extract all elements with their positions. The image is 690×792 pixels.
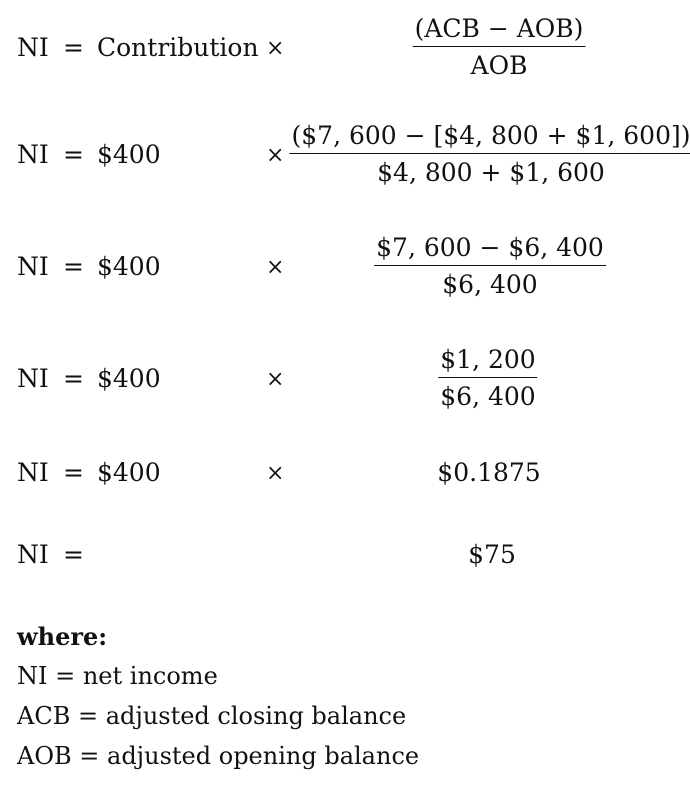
lhs-ni: NI [17,252,49,281]
coefficient: $400 [97,252,161,281]
fraction [438,345,537,412]
fraction-denominator: $4, 800 + $1, 600 [377,158,605,187]
fraction-numerator: $7, 600 − $6, 400 [376,233,604,262]
fraction [413,14,586,81]
where-heading: where: [17,622,108,651]
definition-acb: ACB = adjusted closing balance [17,702,407,730]
final-value: $75 [468,540,516,569]
lhs-ni: NI [17,540,49,569]
equals-sign: = [63,458,84,487]
coefficient: $400 [97,140,161,169]
times-sign: × [266,367,285,392]
times-sign: × [266,255,285,280]
times-sign: × [266,143,285,168]
equals-sign: = [63,364,84,393]
equals-sign: = [63,33,84,62]
lhs-ni: NI [17,458,49,487]
fraction [374,233,606,300]
times-sign: × [266,36,285,61]
definitions-block [17,622,419,781]
result-value: $0.1875 [437,458,541,487]
coefficient: $400 [97,364,161,393]
equals-sign: = [63,140,84,169]
lhs-ni: NI [17,33,49,62]
fraction-denominator: $6, 400 [442,270,538,299]
lhs-ni: NI [17,364,49,393]
coefficient: Contribution [97,33,259,62]
fraction-denominator: AOB [470,51,528,80]
fraction [290,121,690,188]
times-sign: × [266,461,285,486]
equals-sign: = [63,252,84,281]
fraction-numerator: $1, 200 [440,345,536,374]
lhs-ni: NI [17,140,49,169]
definition-aob: AOB = adjusted opening balance [17,742,420,770]
fraction-denominator: $6, 400 [440,382,536,411]
fraction-numerator: (ACB − AOB) [414,14,584,43]
definition-ni: NI = net income [17,662,218,690]
fraction-numerator: ($7, 600 − [$4, 800 + $1, 600]) [291,121,690,150]
equals-sign: = [63,540,84,569]
coefficient: $400 [97,458,161,487]
